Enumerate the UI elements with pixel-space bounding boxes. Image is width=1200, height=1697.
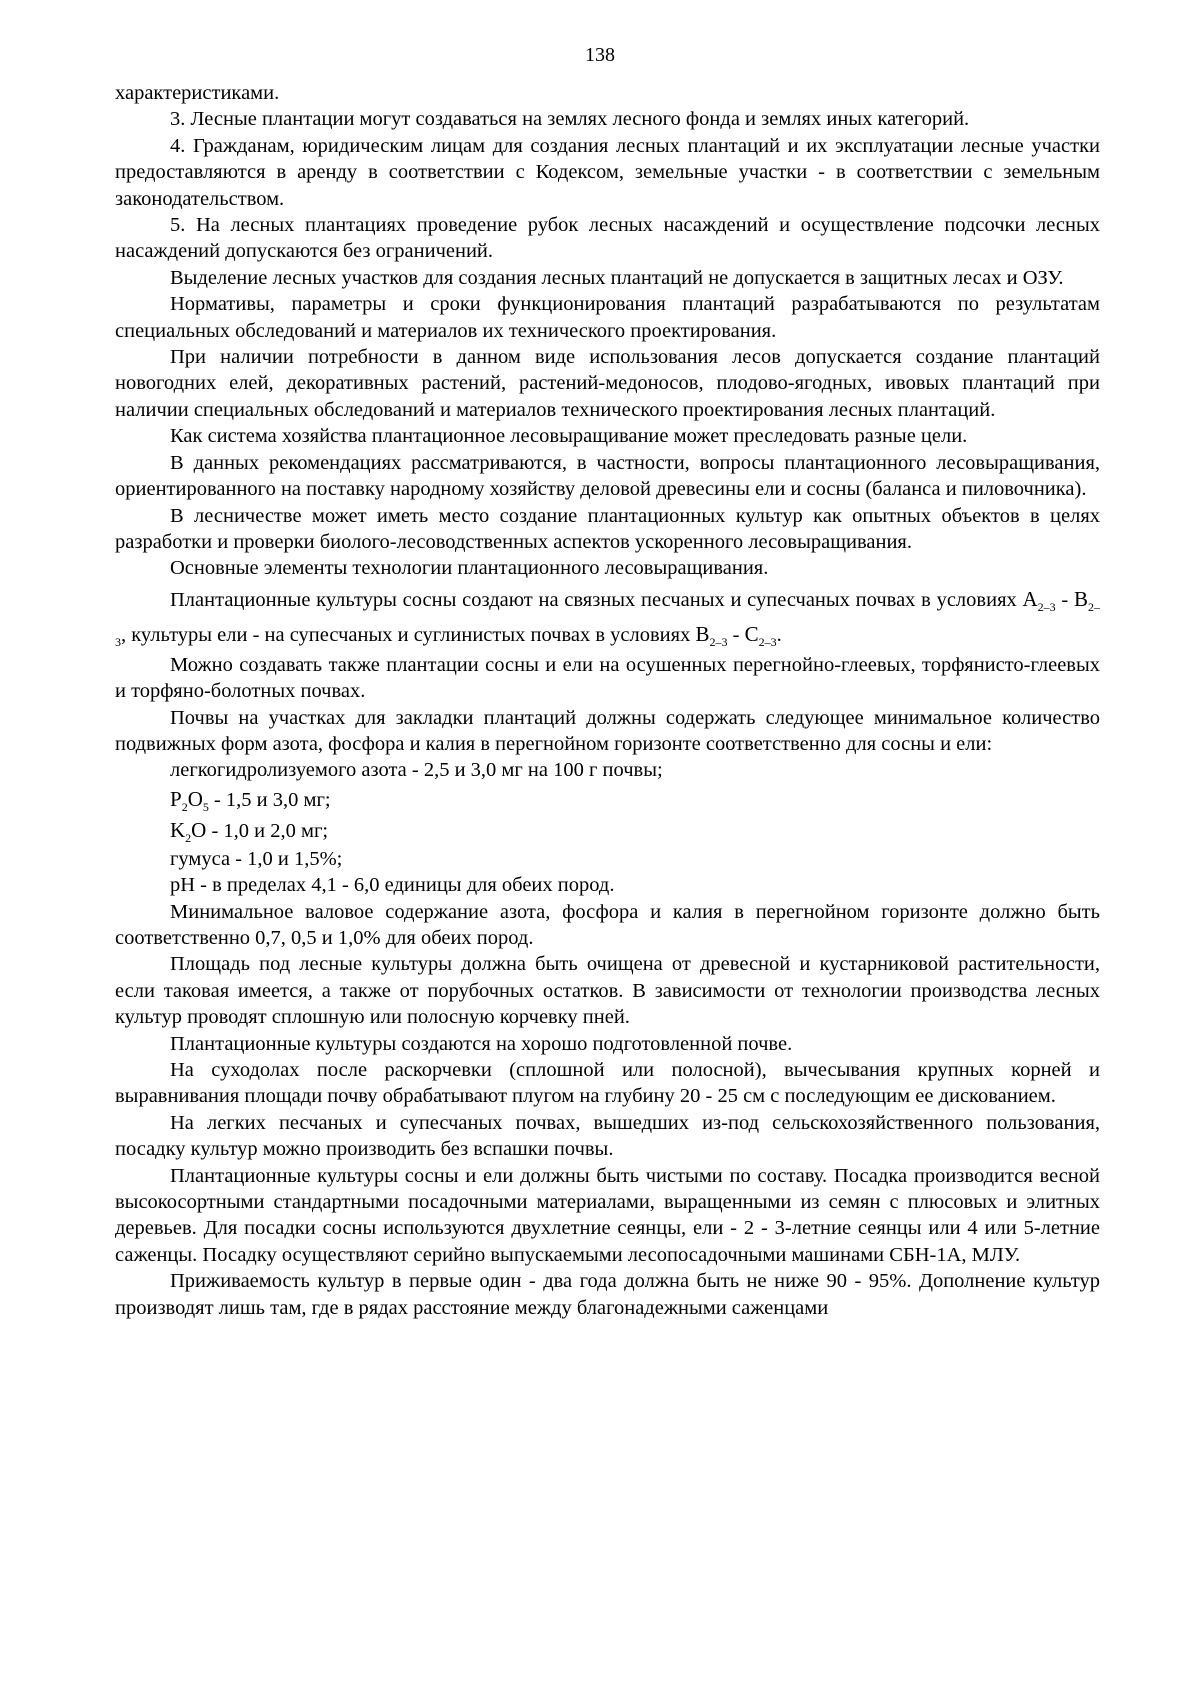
paragraph-allocation: Выделение лесных участков для создания лесных плантаций не допускается в защитных лесах и ОЗУ. bbox=[170, 266, 1064, 289]
paragraph-soil-conditions: Плантационные культуры сосны создают на связных песчаных и супесчаных почвах в условиях $A_{2-3} - B_{2-3}$, культуры ели - на супесчаных и суглинистых почвах в условиях $B_{2-3} - C_{2-3}$. bbox=[115, 586, 1100, 649]
paragraph-nutrients: Почвы на участках для закладки плантаций должны содержать следующее минимальное количество подвижных форм азота, фосфора и калия в перегнойном горизонте соответственно для сосны и ели: bbox=[115, 706, 1100, 755]
soil-text-1: Плантационные культуры сосны создают на связных песчаных и супесчаных почвах в условиях bbox=[170, 588, 1023, 611]
paragraph-recommendations: В данных рекомендациях рассматриваются, в частности, вопросы плантационного лесовыращивания, ориентированного на поставку народному хозяйству деловой древесины ели и сосны (баланса и пиловочника). bbox=[115, 451, 1100, 501]
paragraph-survival: Приживаемость культур в первые один - два года должна быть не ниже 90 - 95%. Дополнение культур производят лишь там, где в рядах расстояние между благонадежными саженцами bbox=[115, 1270, 1100, 1319]
list-item-potassium: $K_2O - 1,0$ и 2,0 мг; bbox=[170, 817, 329, 845]
paragraph-continuation: характеристиками. bbox=[115, 82, 280, 104]
paragraph-light-soils: На легких песчаных и супесчаных почвах, вышедших из-под сельскохозяйственного пользования, посадку культур можно производить без вспашки почвы. bbox=[115, 1111, 1100, 1161]
formula-b2: $B_{2-3}$ bbox=[695, 621, 728, 649]
paragraph-soil-prep: Плантационные культуры создаются на хорошо подготовленной почве. bbox=[170, 1032, 793, 1055]
page-number: 138 bbox=[585, 44, 615, 66]
paragraph-item-3: 3. Лесные плантации могут создаваться на землях лесного фонда и землях иных категорий. bbox=[170, 108, 970, 131]
list-item-phosphorus: $P_2O_5 - 1,5$ и 3,0 мг; bbox=[170, 786, 331, 814]
paragraph-norms: Нормативы, параметры и сроки функционирования плантаций разрабатываются по результатам специальных обследований и материалов их технического проектирования. bbox=[115, 293, 1100, 342]
formula-a: $A_{2-3}$ bbox=[1022, 586, 1056, 614]
paragraph-plantation-types: При наличии потребности в данном виде использования лесов допускается создание плантаций новогодних елей, декоративных растений, растений-медоносов, плодово-ягодных, ивовых плантаций при наличии специальных обследований и материалов технического проектирования лесных плантаций. bbox=[115, 346, 1100, 421]
body-text bbox=[115, 80, 1100, 1321]
paragraph-technology-heading: Основные элементы технологии плантационного лесовыращивания. bbox=[170, 557, 769, 580]
paragraph-item-4: 4. Гражданам, юридическим лицам для создания лесных плантаций и их эксплуатации лесные участки предоставляются в аренду в соответствии с Кодексом, земельные участки - в соответствии с земельным законодательством. bbox=[115, 134, 1100, 210]
paragraph-planting: Плантационные культуры сосны и ели должны быть чистыми по составу. Посадка производится весной высокосортными стандартными посадочными материалами, выращенными из семян с плюсовых и элитных деревьев. Для посадки сосны используются двухлетние сеянцы, ели - 2 - 3-летние сеянцы или 4 или 5-летние саженцы. Посадку осуществляют серийно выпускаемыми лесопосадочными машинами СБН-1А, МЛУ. bbox=[115, 1164, 1100, 1266]
formula-b: $B_{2-3}$ bbox=[115, 586, 1100, 649]
paragraph-dry-lands: На суходолах после раскорчевки (сплошной или полосной), вычесывания крупных корней и выравнивания площади почву обрабатывают плугом на глубину 20 - 25 см с последующим ее дискованием. bbox=[115, 1059, 1100, 1108]
formula-c: $C_{2-3}$ bbox=[744, 621, 777, 649]
list-item-nitrogen: легкогидролизуемого азота - 2,5 и 3,0 мг на 100 г почвы; bbox=[170, 759, 663, 782]
paragraph-drained-soils: Можно создавать также плантации сосны и ели на осушенных перегнойно-глеевых, торфянисто-глеевых и торфяно-болотных почвах. bbox=[115, 653, 1100, 703]
soil-text-2: , культуры ели - на супесчаных и суглинистых почвах в условиях bbox=[121, 623, 696, 646]
paragraph-system: Как система хозяйства плантационное лесовыращивание может преследовать разные цели. bbox=[170, 425, 968, 448]
paragraph-experimental: В лесничестве может иметь место создание плантационных культур как опытных объектов в целях разработки и проверки биолого-лесоводственных аспектов ускоренного лесовыращивания. bbox=[115, 504, 1100, 553]
formula-k2o: $K_2O$ bbox=[170, 817, 207, 845]
formula-p2o5: $P_2O_5$ bbox=[170, 786, 209, 814]
paragraph-gross-content: Минимальное валовое содержание азота, фосфора и калия в перегнойном горизонте должно быть соответственно 0,7, 0,5 и 1,0% для обеих пород. bbox=[115, 900, 1100, 949]
paragraph-item-5: 5. На лесных плантациях проведение рубок лесных насаждений и осуществление подсочки лесных насаждений допускаются без ограничений. bbox=[115, 214, 1100, 263]
list-item-humus: гумуса - 1,0 и 1,5%; bbox=[170, 847, 343, 870]
paragraph-clearing: Площадь под лесные культуры должна быть очищена от древесной и кустарниковой растительности, если таковая имеется, а также от порубочных остатков. В зависимости от технологии производства лесных культур проводят сплошную или полосную корчевку пней. bbox=[115, 953, 1100, 1029]
list-item-ph: pH - в пределах 4,1 - 6,0 единицы для обеих пород. bbox=[170, 874, 615, 897]
